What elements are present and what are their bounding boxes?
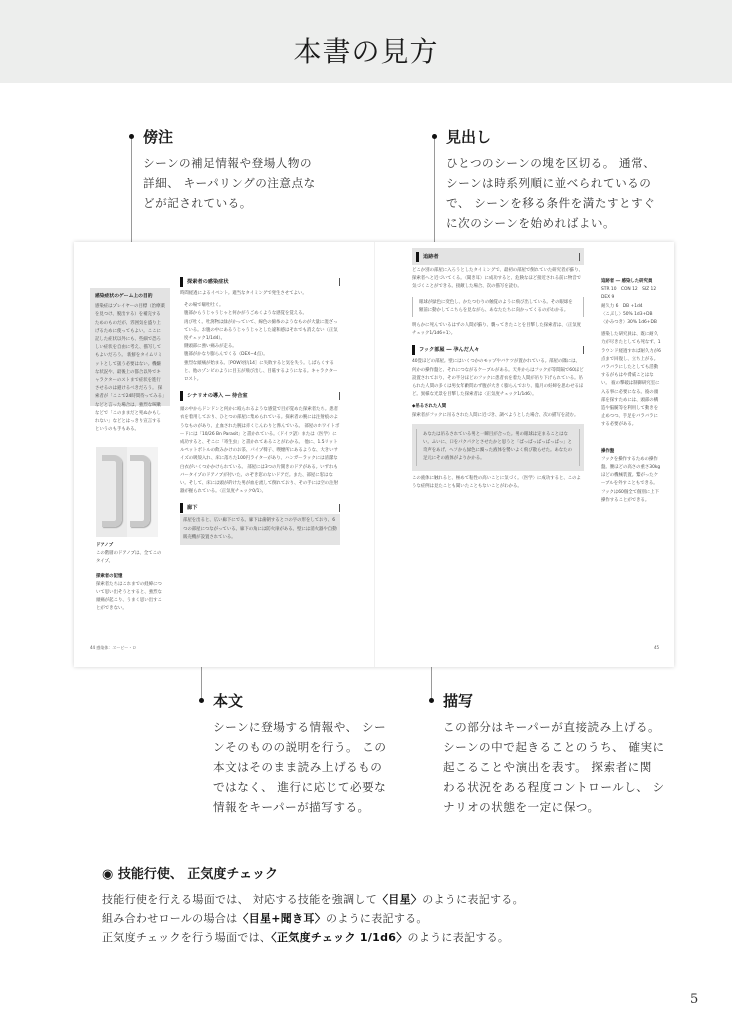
left-main-column: 探索者の感染症状 時間経過によるイベント。適当なタイミングで発生させてよい。 その場で嘔吐吐く。 腹部からうじゃうじゃと何かがうごめくような感覚を覚える。 再び吐く。吐瀉物は緑がかっていて、線色の綿糸のようなものが大量に混ざっている。お腹の中にあるうじゃうじゃとした違和感はそれでも消えない（正気度チェック1/1d4）。 側頭部に強い痛みが走る。 腹部がかなり膨らんでくる（DEX−4点）。 強烈な頭痛が始まる。［POW対抗14］に失敗すると気を失う。しばらくすると、他のゾンビのように目玉が飛び出し、目眩するようになる。キャラクターロスト。 シナリオの導入 ― 待合室 頭の中からドンドンと何かに殴られるような感覚で目が覚めた探索者たち。患者衣を着用しており、ひとつの部屋に集められている。探索者の腕には注射痕のようなものがあり、止血された腕は赤くじんわりと滲んでいる。 部屋のホワイトボードには「10/26 Bn Parasit」と書かれている。〈ドイツ語〉または〈医学〉に成功すると、そこに「寄生虫」と書かれてあることがわかる。 他に、1.5リットルペットボトルの飲みかけのお茶、パイプ椅子、喫煙所にあるような、大きいサイズの吸殻入れ、床に落ちた100円ライターがあり、ハンガーラックには清潔な白衣がいくつかかけられている。 部屋には3つの片開きのドアがある。いずれもバータイプのドアノブが付いた、のぞき窓のないドアだ。また、部屋に窓はない。そして、床には頭が砕けた男が血を流して倒れており、その手には空の注射器が握られている。〈正気度チェック0/1〉。 廊下 部屋を出ると、広い廊下にでる。廊下は歯朝するとコの字の形をしており、6つの部屋につながっている。廊下の角には防火扉がある。壁には消火器や自動販売機が設置されている。	[180, 276, 340, 545]
description-quote: 眼球が緑色に変色し、かたつむりの触覚のように飛び出している。その眼球を額前に動かしてこちらを見ながら、あなたたちに向かってくるのがわかる。	[412, 297, 584, 317]
photo-caption: ドアノブ この階層のドアノブは、全てこのタイプ。 探索者の記憶 探索者たちはこれまでの経緯について思い出そうとすると、強烈な頭痛が起こり、うまく思い出すことができない。	[96, 543, 162, 612]
callout-title: 本文	[213, 692, 244, 710]
door-handle-icon	[130, 455, 150, 527]
description-box: あなたは吊るされている男と一瞬目が合った。男の眼球は定まることはない。ふいに、口をパクパクとさせたかと思うと「ばっぱっぱっぱっぱっ」と奇声をあげ、ヘソから緑色に濁った液体を勢いよく飛び散らせた。あなたの足元にその液体がよりかかる。	[412, 424, 584, 471]
book-spread	[74, 242, 674, 667]
list-item: 強烈な頭痛が始まる。［POW対抗14］に失敗すると気を失う。しばらくすると、他のゾンビのように目玉が飛び出し、目眩するようになる。キャラクターロスト。	[184, 360, 338, 383]
section-heading: 廊下	[180, 502, 340, 514]
sidenote-box: 感染症状のゲーム上の目的 感染症はプレイヤーの目標（治療薬を見つけ、脱出する）を補完するためのものだが、雰囲気を盛り上げるために使ってもよい。ここに記した症状以外にも、些細で恐ろしい症状を自由に考え、描写してもよいだろう。 新鮮をタイムリミットとして扱う必要はない。機嫌な状況や、最後上の都合以外でキャラクターのストまで症状を進行させるのは避けるべきだろう。 探索者が「ここで24時間待ってみる」などと言った場合は、強烈な咳嗽などで「このままだと死ぬかもしれない」などとはっきり宣言するというのも手もある。	[90, 288, 170, 406]
left-footer: 44 感染体：ヱーピー・ロ	[90, 645, 137, 650]
callout-sidenote: 傍注 シーンの補足情報や登場人物の 詳細、 キーパリングの注意点な どが記されている。	[126, 126, 326, 213]
callout-title: 描写	[443, 692, 474, 710]
bullet-icon	[199, 698, 204, 703]
doorknob-photo	[96, 447, 158, 537]
list-item: 側頭部に強い痛みが走る。	[184, 344, 237, 350]
rule-line: 技能行使を行える場面では、 対応する技能を強調して〈目星〉のように表記する。	[102, 893, 524, 906]
list-item: 再び吐く。吐瀉物は緑がかっていて、線色の綿糸のようなものが大量に混ざっている。お腹の中にあるうじゃうじゃとした違和感はそれでも消えない（正気度チェック1/1d4）。	[184, 319, 338, 342]
bullet-icon	[432, 134, 437, 139]
rule-line: 組み合わせロールの場合は〈目星+聞き耳〉のように表記する。	[102, 912, 428, 925]
section-heading: フック部屋 ― 孕んだ人々	[412, 344, 584, 356]
spread-gutter	[374, 242, 375, 667]
door-handle-icon	[102, 455, 122, 527]
callout-heading: 見出し ひとつのシーンの塊を区切る。 通常、 シーンは時系列順に並べられているの で、 シーンを移る条件を満たすとすぐ に次のシーンを始めればよい。	[429, 126, 669, 233]
page-title: 本書の見方	[293, 35, 439, 68]
page-number: 5	[690, 992, 699, 1007]
callout-description: 描写 この部分はキーパーが直接読み上げる。 シーンの中で起きることのうち、 確実に 起こることや演出を表す。 探索者に関 わる状況をある程度コントロールし、 シ ナリオの状態を一定に保つ。	[426, 690, 686, 817]
rule-line: 正気度チェックを行う場面では、〈正気度チェック 1/1d6〉のように表記する。	[102, 931, 510, 944]
callout-title: 見出し	[446, 128, 492, 146]
section-heading: 追跡者	[416, 251, 580, 263]
list-item: その場で嘔吐吐く。	[184, 303, 224, 309]
skill-check-section	[102, 863, 662, 947]
callout-body: 本文 シーンに登場する情報や、 シー ンそのものの説明を行う。 この 本文はそのまま読み上げるもの ではなく、 進行に応じて必要な 情報をキーパーが描写する。	[196, 690, 396, 817]
right-sidenote: 追跡者 ― 感染した研究員 STR 10 CON 12 SIZ 12 DEX 9 耐久力 6 DB +1d4 〈こぶし〉50% 1d3+DB 〈かみつき〉30% 1d6+DB 感染した研究員は、既に耐久力が尽きたとしても死なず、1ラウンド経過すれば耐久力が6点まで回復し、立ち上がる。バラバラにしたとしても活動するがもはや脅威ことはない。 彼の撃破は制御研究室に入る事に必要になる。彼の頭部を探すためには、頭部の構造や脳髄等を利用して動きを止めつつ、手足をバラバラにする必要がある。 操作盤 フックを操作するための操作盤。腰ほどの高さの重さ30kgほどの機械装置。繋がったケーブルを外すこともできる。フックは60個全て個別に上下操作することができる。	[601, 279, 661, 503]
section-heading: 探索者の感染症状	[180, 276, 340, 288]
right-footer: 45	[654, 645, 660, 650]
heading-box	[412, 248, 584, 265]
callout-title: 傍注	[143, 128, 174, 146]
section-heading: シナリオの導入 ― 待合室	[180, 390, 340, 402]
list-item: 腹部からうじゃうじゃと何かがうごめくような感覚を覚える。	[184, 311, 307, 317]
symptom-list	[184, 302, 340, 384]
list-item: 腹部がかなり膨らんでくる（DEX−4点）。	[184, 352, 268, 358]
section-title: ◉ 技能行使、 正気度チェック	[102, 867, 279, 882]
bullet-icon	[129, 134, 134, 139]
right-main-column: 追跡者 どこか別の部屋に入ろうとしたタイミングで、最初の部屋で倒れていた研究者が蘇り、探索者へと近づいてくる。〈聞き耳〉に成功すると、危険なほど接近される前に物音で気づくことができる。接敵した場合、次の描写を読む。 眼球が緑色に変色し、かたつむりの触覚のように飛び出している。その眼球を額前に動かしてこちらを見ながら、あなたたちに向かってくるのがわかる。 明らかに死んでいるはずの人間が蘇り、襲ってきたことを目撃した探索者は、〈正気度チェック1/1d6+1〉。 フック部屋 ― 孕んだ人々 40畳ほどの部屋。壁にはいくつかのモップやバケツが置かれている。部屋の隅には、何かの操作盤と、それにつながるケーブルがある。天井からはフックが等間隔で60ほど設置されており、その半分ほどのフックに患者衣を着た人間が吊り下げられている。吊られた人間の多くは男女年齢問わず腹が大きく膨らんでおり、臨月の妊婦を思わせるほど。異様な光景を目撃した探索者は〈正気度チェック1/1d6〉。 ◆吊るされた人間 探索者がフックに吊るされた人間に近づき、調べようとした場合、次の描写を読む。 あなたは吊るされている男と一瞬目が合った。男の眼球は定まることはない。ふいに、口をパクパクとさせたかと思うと「ばっぱっぱっぱっぱっ」と奇声をあげ、ヘソから緑色に濁った液体を勢いよく飛び散らせた。あなたの足元にその液体がよりかかる。 この液体に触れると、極めて粘性の高いことに気づく。〈医学〉に成功すると、このような症例は見たことも聞いたこともないことがわかる。	[412, 248, 584, 491]
bullet-icon	[429, 698, 434, 703]
